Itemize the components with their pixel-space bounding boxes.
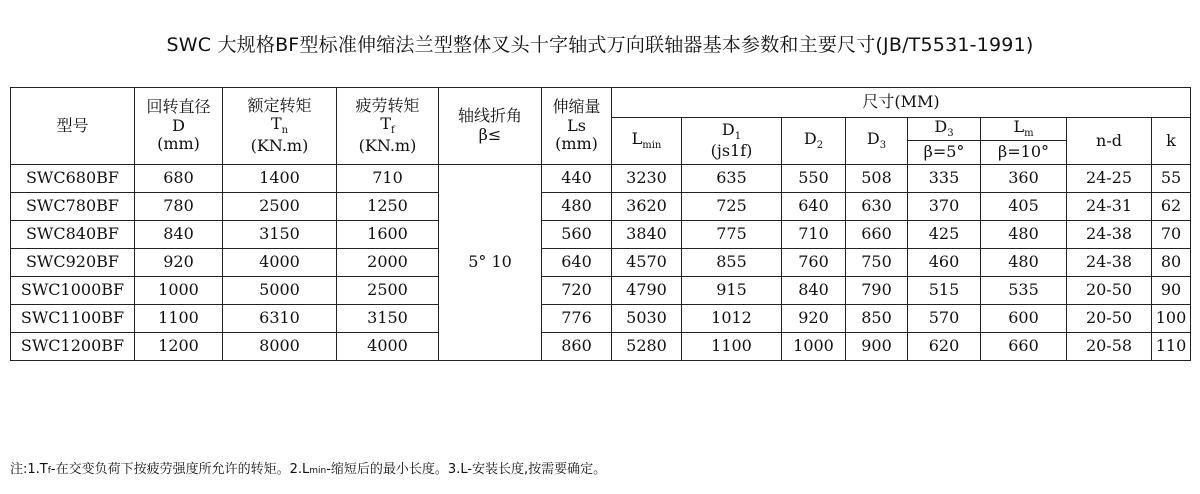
cell-lm-beta10: 600 [981,304,1067,332]
cell-rated-torque: 3150 [223,220,337,248]
header-stretch: 伸缩量 Ls (mm) [542,88,612,165]
cell-d3-beta5: 515 [908,276,981,304]
cell-rated-torque: 6310 [223,304,337,332]
cell-lm-beta10: 480 [981,248,1067,276]
cell-fatigue-torque: 4000 [337,332,439,360]
cell-fatigue-torque: 2000 [337,248,439,276]
table-row [11,192,1191,220]
cell-rated-torque: 4000 [223,248,337,276]
cell-d2: 1000 [782,332,846,360]
cell-lmin: 5280 [612,332,682,360]
cell-stretch: 480 [542,192,612,220]
cell-lmin: 3230 [612,164,682,192]
cell-nd: 20-58 [1067,332,1152,360]
header-beta-10: β=10° [981,140,1067,164]
cell-stretch: 776 [542,304,612,332]
cell-lmin: 4790 [612,276,682,304]
cell-model: SWC920BF [11,248,135,276]
cell-d3-beta5: 460 [908,248,981,276]
cell-lm-beta10: 480 [981,220,1067,248]
cell-model: SWC1000BF [11,276,135,304]
cell-lmin: 3840 [612,220,682,248]
table-row [11,304,1191,332]
cell-model: SWC780BF [11,192,135,220]
header-lmin: $L_{min}$ [612,118,682,165]
table-row [11,220,1191,248]
header-beta-5: β=5° [908,140,981,164]
footnote: 注:1.Tf-在交变负荷下按疲劳强度所允许的转矩。2.Lmin-缩短后的最小长度。3.L-安装长度,按需要确定。 [10,462,607,477]
table-row [11,276,1191,304]
cell-fatigue-torque: 710 [337,164,439,192]
cell-k: 70 [1152,220,1191,248]
cell-rated-torque: 1400 [223,164,337,192]
cell-d1: 855 [682,248,782,276]
cell-fatigue-torque: 3150 [337,304,439,332]
header-k: k [1152,118,1191,165]
cell-d1: 915 [682,276,782,304]
cell-diameter: 1000 [135,276,223,304]
cell-lmin: 5030 [612,304,682,332]
cell-k: 80 [1152,248,1191,276]
cell-model: SWC840BF [11,220,135,248]
cell-nd: 24-38 [1067,220,1152,248]
cell-d2: 840 [782,276,846,304]
cell-k: 110 [1152,332,1191,360]
header-model: 型号 [11,88,135,165]
cell-d3: 790 [846,276,908,304]
cell-d3-beta5: 570 [908,304,981,332]
cell-model: SWC1200BF [11,332,135,360]
cell-d2: 640 [782,192,846,220]
table-row [11,164,1191,192]
cell-d3: 508 [846,164,908,192]
cell-d2: 710 [782,220,846,248]
cell-fatigue-torque: 2500 [337,276,439,304]
cell-d3-beta5: 620 [908,332,981,360]
cell-d3: 630 [846,192,908,220]
cell-d2: 550 [782,164,846,192]
cell-d3: 750 [846,248,908,276]
header-d1: $D_1$ (js1f) [682,118,782,165]
cell-diameter: 780 [135,192,223,220]
cell-k: 100 [1152,304,1191,332]
cell-nd: 24-31 [1067,192,1152,220]
cell-nd: 24-25 [1067,164,1152,192]
cell-diameter: 680 [135,164,223,192]
cell-nd: 20-50 [1067,304,1152,332]
header-d3-a: $D_3$ [846,118,908,165]
parameter-table [10,87,1191,361]
cell-d3-beta5: 335 [908,164,981,192]
cell-d2: 920 [782,304,846,332]
header-d3-b: $D_3$ [908,118,981,141]
header-nd: n-d [1067,118,1152,165]
cell-diameter: 1100 [135,304,223,332]
header-d2: $D_2$ [782,118,846,165]
cell-d3: 660 [846,220,908,248]
table-row [11,248,1191,276]
cell-d3: 850 [846,304,908,332]
cell-lm-beta10: 360 [981,164,1067,192]
cell-diameter: 1200 [135,332,223,360]
header-diameter: 回转直径 D (mm) [135,88,223,165]
cell-axis-angle: 5° 10 [439,164,542,360]
cell-lmin: 4570 [612,248,682,276]
cell-nd: 24-38 [1067,248,1152,276]
cell-d1: 1100 [682,332,782,360]
cell-d3: 900 [846,332,908,360]
cell-d2: 760 [782,248,846,276]
header-fatigue-torque: 疲劳转矩 $T_f$ (KN.m) [337,88,439,165]
cell-d1: 635 [682,164,782,192]
cell-rated-torque: 5000 [223,276,337,304]
cell-stretch: 440 [542,164,612,192]
cell-k: 62 [1152,192,1191,220]
cell-model: SWC1100BF [11,304,135,332]
cell-diameter: 920 [135,248,223,276]
cell-k: 90 [1152,276,1191,304]
cell-stretch: 560 [542,220,612,248]
cell-rated-torque: 8000 [223,332,337,360]
cell-nd: 20-50 [1067,276,1152,304]
cell-rated-torque: 2500 [223,192,337,220]
cell-lm-beta10: 535 [981,276,1067,304]
cell-d3-beta5: 425 [908,220,981,248]
cell-stretch: 640 [542,248,612,276]
cell-d3-beta5: 370 [908,192,981,220]
cell-lmin: 3620 [612,192,682,220]
header-lm: $L_m$ [981,118,1067,141]
page-title: SWC 大规格BF型标准伸缩法兰型整体叉头十字轴式万向联轴器基本参数和主要尺寸(JB/T5531-1991) [166,34,1034,56]
cell-stretch: 860 [542,332,612,360]
cell-k: 55 [1152,164,1191,192]
header-rated-torque: 额定转矩 $T_n$ (KN.m) [223,88,337,165]
cell-model: SWC680BF [11,164,135,192]
cell-fatigue-torque: 1600 [337,220,439,248]
header-dimensions: 尺寸(MM) [612,88,1191,118]
cell-lm-beta10: 660 [981,332,1067,360]
table-row [11,332,1191,360]
cell-d1: 1012 [682,304,782,332]
cell-lm-beta10: 405 [981,192,1067,220]
cell-stretch: 720 [542,276,612,304]
header-axis-angle: 轴线折角 β≤ [439,88,542,165]
cell-fatigue-torque: 1250 [337,192,439,220]
cell-diameter: 840 [135,220,223,248]
cell-d1: 775 [682,220,782,248]
cell-d1: 725 [682,192,782,220]
